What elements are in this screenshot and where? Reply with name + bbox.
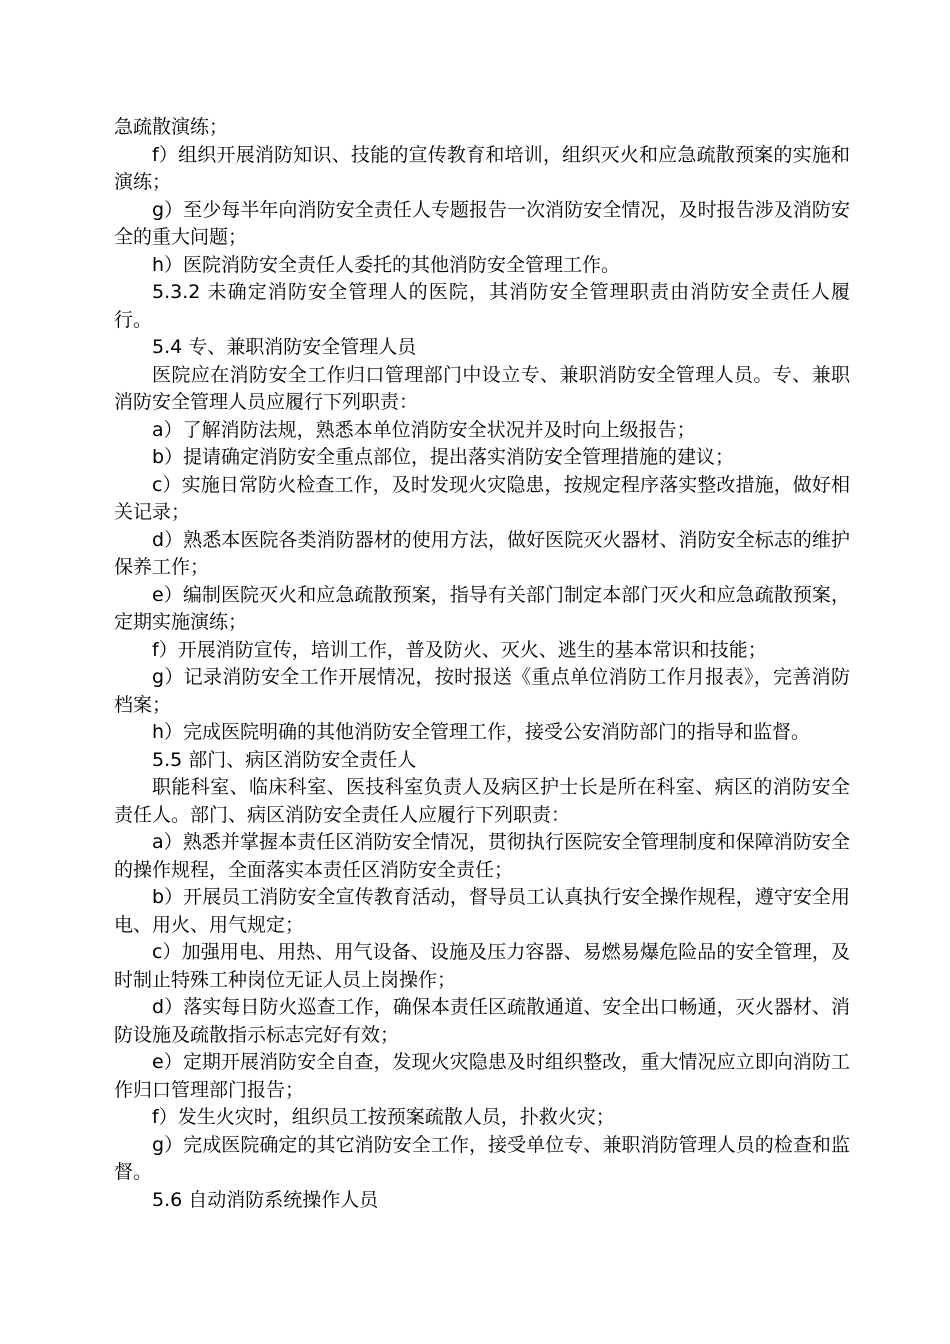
list-item-b: b）提请确定消防安全重点部位，提出落实消防安全管理措施的建议； [152,446,735,468]
list-item-c: c）加强用电、用热、用气设备、设施及压力容器、易燃易爆危险品的安全管理，及时制止特殊工种岗位无证人员上岗操作； [114,941,850,991]
list-item-b: b）开展员工消防安全宣传教育活动，督导员工认真执行安全操作规程，遵守安全用电、用火、用气规定； [114,886,850,936]
paragraph-continuation: 急疏散演练； [114,116,229,138]
section-heading-5-6: 5.6 自动消防系统操作人员 [152,1188,379,1211]
list-item-d: d）落实每日防火巡查工作，确保本责任区疏散通道、安全出口畅通，灭火器材、消防设施及疏散指示标志完好有效； [114,996,850,1046]
list-item-h: h）完成医院明确的其他消防安全管理工作，接受公安消防部门的指导和监督。 [152,721,811,743]
list-item-e: e）定期开展消防安全自查，发现火灾隐患及时组织整改，重大情况应立即向消防工作归口管理部门报告； [114,1051,850,1101]
list-item-g: g）完成医院确定的其它消防安全工作，接受单位专、兼职消防管理人员的检查和监督。 [114,1133,850,1183]
list-item-a: a）熟悉并掌握本责任区消防安全情况，贯彻执行医院安全管理制度和保障消防安全的操作规程，全面落实本责任区消防安全责任； [114,831,850,881]
section-intro-5-5: 职能科室、临床科室、医技科室负责人及病区护士长是所在科室、病区的消防安全责任人。部门、病区消防安全责任人应履行下列职责： [114,776,850,826]
list-item-f: f）开展消防宣传，培训工作，普及防火、灭火、逃生的基本常识和技能； [152,638,767,661]
list-item-a: a）了解消防法规，熟悉本单位消防安全状况并及时向上级报告； [152,418,696,441]
clause-5-3-2: 5.3.2 未确定消防安全管理人的医院，其消防安全管理职责由消防安全责任人履行。 [114,281,850,331]
list-item-g: g）至少每半年向消防安全责任人专题报告一次消防安全情况，及时报告涉及消防安全的重大问题； [114,198,850,248]
list-item-d: d）熟悉本医院各类消防器材的使用方法，做好医院灭火器材、消防安全标志的维护保养工作； [114,528,850,578]
section-intro-5-4: 医院应在消防安全工作归口管理部门中设立专、兼职消防安全管理人员。专、兼职消防安全管理人员应履行下列职责： [114,363,850,413]
list-item-f: f）组织开展消防知识、技能的宣传教育和培训，组织灭火和应急疏散预案的实施和演练； [114,143,850,193]
list-item-g: g）记录消防安全工作开展情况，按时报送《重点单位消防工作月报表》，完善消防档案； [114,666,850,716]
list-item-e: e）编制医院灭火和应急疏散预案，指导有关部门制定本部门灭火和应急疏散预案，定期实施演练； [114,583,850,633]
list-item-f: f）发生火灾时，组织员工按预案疏散人员，扑救火灾； [152,1106,615,1128]
list-item-h: h）医院消防安全责任人委托的其他消防安全管理工作。 [152,253,621,276]
section-heading-5-4: 5.4 专、兼职消防安全管理人员 [152,336,417,358]
section-heading-5-5: 5.5 部门、病区消防安全责任人 [152,748,417,771]
list-item-c: c）实施日常防火检查工作，及时发现火灾隐患，按规定程序落实整改措施，做好相关记录； [114,473,850,523]
document-page [114,114,850,1214]
